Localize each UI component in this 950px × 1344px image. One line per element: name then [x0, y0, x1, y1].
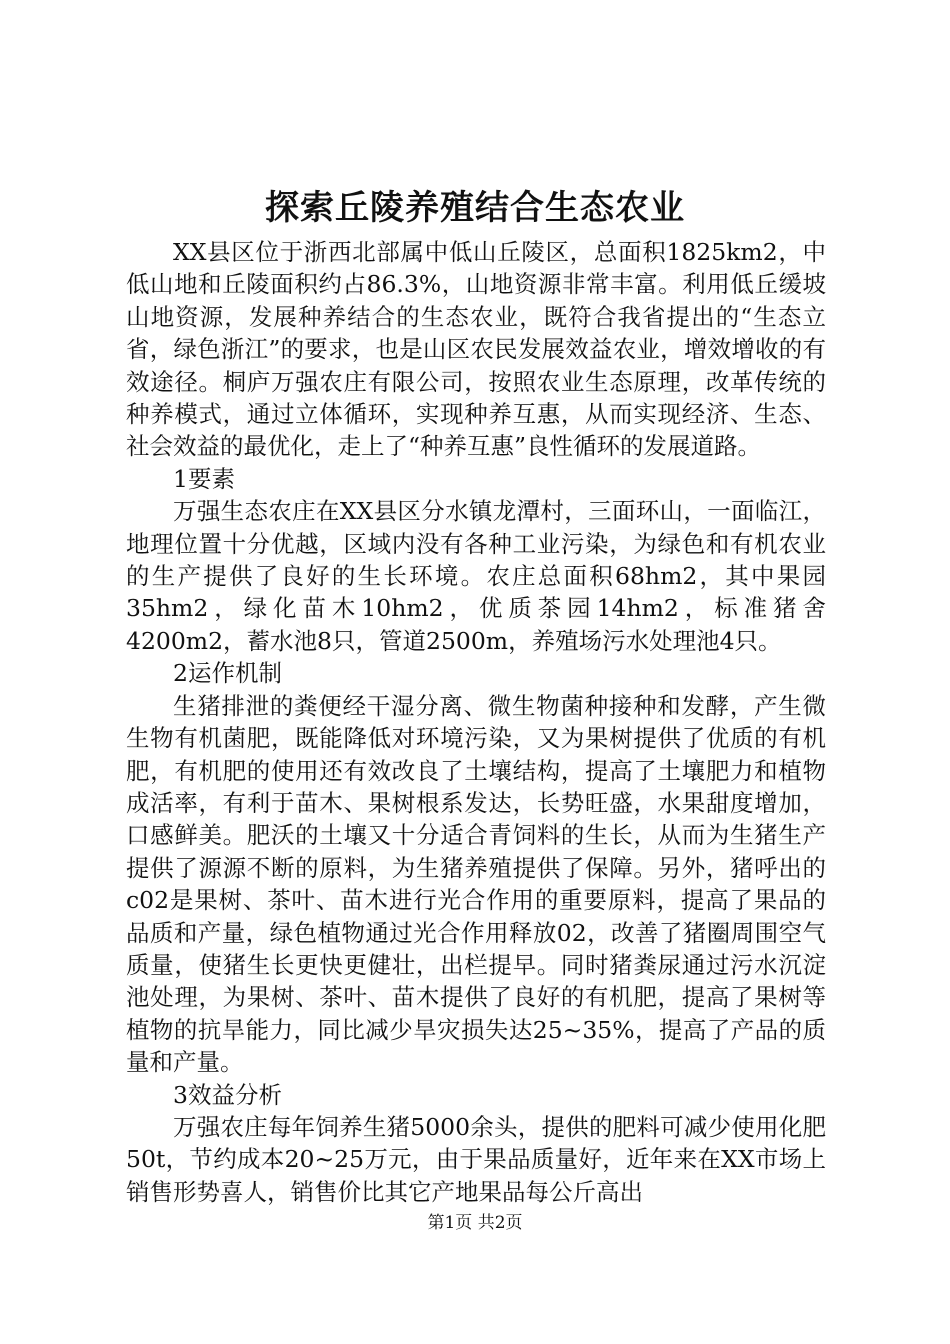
section-paragraph: 万强农庄每年饲养生猪5000余头，提供的肥料可减少使用化肥50t，节约成本20~25万元，由于果品质量好，近年来在XX市场上销售形势喜人，销售价比其它产地果品每公斤高出	[126, 1112, 826, 1206]
page-number: 第1页 共2页	[427, 1213, 523, 1233]
section-heading: 2运作机制	[173, 659, 282, 688]
section-paragraph: 生猪排泄的粪便经干湿分离、微生物菌种接种和发酵，产生微生物有机菌肥，既能降低对环境污染，又为果树提供了优质的有机肥，有机肥的使用还有效改良了土壤结构，提高了土壤肥力和植物成活率，有利于苗木、果树根系发达，长势旺盛，水果甜度增加，口感鲜美。肥沃的土壤又十分适合青饲料的生长，从而为生猪生产提供了源源不断的原料，为生猪养殖提供了保障。另外，猪呼出的c02是果树、茶叶、苗木进行光合作用的重要原料，提高了果品的品质和产量，绿色植物通过光合作用释放02，改善了猪圈周围空气质量，使猪生长更快更健壮，出栏提早。同时猪粪尿通过污水沉淀池处理，为果树、茶叶、苗木提供了良好的有机肥，提高了果树等植物的抗旱能力，同比减少旱灾损失达25~35%，提高了产品的质量和产量。	[126, 691, 826, 1077]
section-paragraph: 万强生态农庄在XX县区分水镇龙潭村，三面环山，一面临江，地理位置十分优越，区域内没有各种工业污染，为绿色和有机农业的生产提供了良好的生长环境。农庄总面积68hm2，其中果园35hm2，绿化苗木10hm2，优质茶园14hm2，标准猪舍4200m2，蓄水池8只，管道2500m，养殖场污水处理池4只。	[126, 497, 826, 655]
document-body	[126, 236, 826, 1208]
document-title: 探索丘陵养殖结合生态农业	[265, 188, 685, 228]
intro-paragraph: XX县区位于浙西北部属中低山丘陵区，总面积1825km2，中低山地和丘陵面积约占86.3%，山地资源非常丰富。利用低丘缓坡山地资源，发展种养结合的生态农业，既符合我省提出的“生态立省，绿色浙江”的要求，也是山区农民发展效益农业，增效增收的有效途径。桐庐万强农庄有限公司，按照农业生态原理，改革传统的种养模式，通过立体循环，实现种养互惠，从而实现经济、生态、社会效益的最优化，走上了“种养互惠”良性循环的发展道路。	[126, 238, 826, 461]
section-heading: 1要素	[173, 464, 235, 493]
section-heading: 3效益分析	[173, 1080, 282, 1109]
